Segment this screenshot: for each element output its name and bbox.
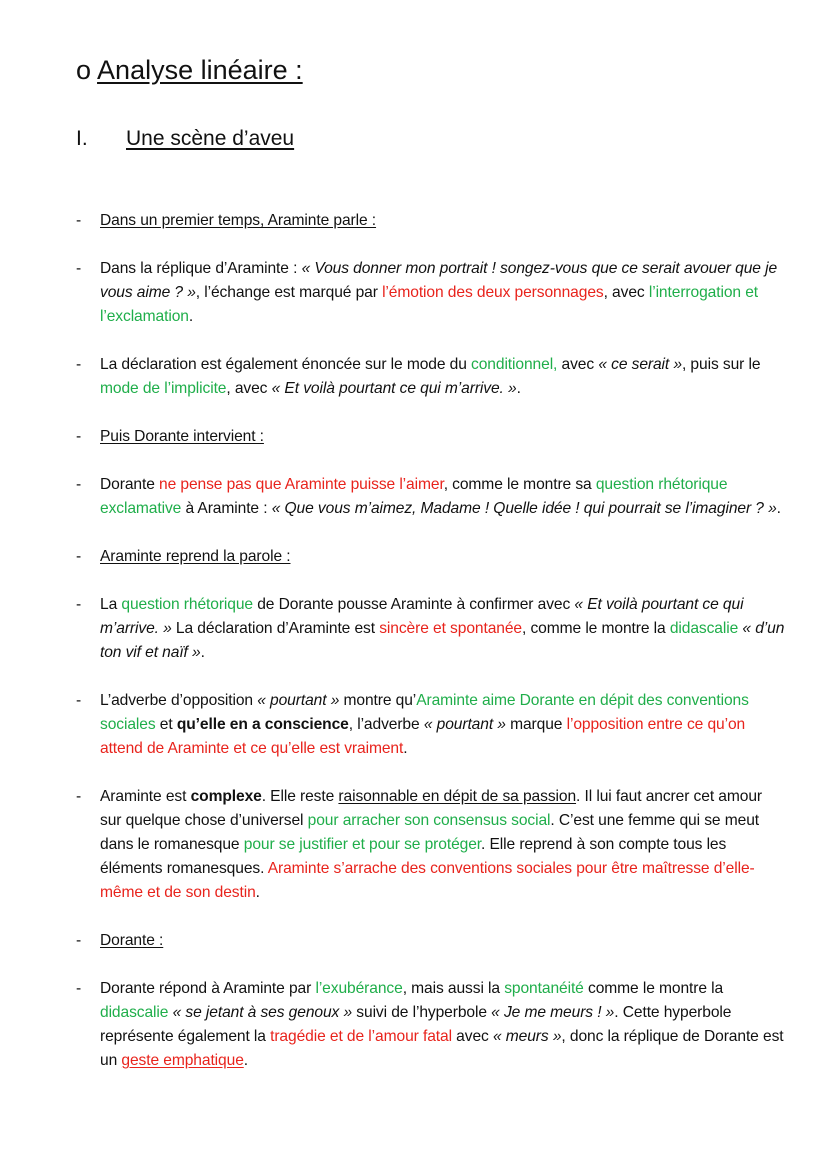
text-run: .: [776, 500, 781, 517]
quote-run: « Vous donner mon portrait ! songez-vous que ce serait avouer que je vous aime ? »: [100, 260, 778, 301]
text-run: .: [243, 1052, 248, 1069]
dash-bullet: -: [76, 476, 82, 493]
quote-run: « ce serait »: [598, 356, 682, 373]
text-run: La: [100, 596, 122, 613]
highlight-red: sincère et spontanée: [379, 620, 522, 637]
bold-run: complexe: [190, 788, 262, 805]
text-run: montre qu’: [339, 692, 417, 709]
list-item-subheading: [76, 929, 786, 953]
dash-bullet: -: [76, 980, 82, 997]
section-numeral: I.: [76, 127, 88, 150]
text-run: .: [516, 380, 521, 397]
text-run: Dorante répond à Araminte par: [100, 980, 316, 997]
text-run: . C’est une femme qui se meut dans le romanesque: [100, 812, 759, 853]
quote-run: « se jetant à ses genoux »: [172, 1004, 353, 1021]
dash-bullet: -: [76, 260, 82, 277]
text-run: suivi de l’hyperbole: [352, 1004, 492, 1021]
text-run: avec: [557, 356, 599, 373]
highlight-green: didascalie: [100, 1004, 169, 1021]
subheading-text: Dorante :: [100, 932, 164, 949]
underlined-run: raisonnable en dépit de sa passion: [338, 788, 577, 805]
highlight-green: pour se justifier et pour se protéger: [243, 836, 482, 853]
highlight-green: Araminte aime Dorante en dépit des conventions sociales: [100, 692, 749, 733]
analysis-heading: [76, 52, 303, 88]
text-run: comme le montre la: [583, 980, 724, 997]
text-run: , comme le montre la: [522, 620, 670, 637]
heading-bullet: o: [76, 55, 92, 85]
text-run: , comme le montre sa: [443, 476, 596, 493]
dash-bullet: -: [76, 356, 82, 373]
quote-run: « Je me meurs ! »: [491, 1004, 615, 1021]
dash-bullet: -: [76, 428, 82, 445]
text-run: marque: [505, 716, 567, 733]
subheading-text: Araminte reprend la parole :: [100, 548, 291, 565]
text-run: La déclaration d’Araminte est: [171, 620, 380, 637]
highlight-red: ne pense pas que Araminte puisse l’aimer: [159, 476, 444, 493]
highlight-green: question rhétorique exclamative: [100, 476, 728, 517]
list-item: [76, 473, 786, 521]
highlight-red: l’opposition entre ce qu’on attend de Araminte et ce qu’elle est vraiment: [100, 716, 746, 757]
text-run: .: [188, 308, 194, 325]
text-run: , puis sur le: [681, 356, 761, 373]
text-run: , avec: [226, 380, 272, 397]
list-item: [76, 785, 786, 905]
highlight-green: l’interrogation et l’exclamation: [100, 284, 758, 325]
analysis-list: [76, 209, 786, 1073]
quote-run: « Et voilà pourtant ce qui m’arrive. »: [100, 596, 744, 637]
list-item-subheading: [76, 425, 786, 449]
text-run: . Elle reprend à son compte tous les éléments romanesques.: [100, 836, 727, 877]
text-run: La déclaration est également énoncée sur le mode du: [100, 356, 472, 373]
text-run: . Elle reste: [261, 788, 339, 805]
highlight-green: question rhétorique: [121, 596, 253, 613]
list-item: [76, 257, 786, 329]
text-run: , l’adverbe: [348, 716, 424, 733]
subheading-text: Puis Dorante intervient :: [100, 428, 264, 445]
text-run: et: [155, 716, 177, 733]
highlight-green: pour arracher son consensus social: [307, 812, 551, 829]
text-run: , mais aussi la: [402, 980, 505, 997]
list-item: [76, 593, 786, 665]
quote-run: « pourtant »: [423, 716, 506, 733]
quote-run: « pourtant »: [257, 692, 340, 709]
highlight-green: conditionnel,: [471, 356, 558, 373]
bold-run: qu’elle en a conscience: [176, 716, 349, 733]
dash-bullet: -: [76, 548, 82, 565]
list-item: [76, 689, 786, 761]
dash-bullet: -: [76, 596, 82, 613]
text-run: .: [200, 644, 205, 661]
highlight-red: l’émotion des deux personnages: [382, 284, 604, 301]
text-run: .: [255, 884, 260, 901]
highlight-green: mode de l’implicite: [100, 380, 227, 397]
text-run: Dans la réplique d’Araminte :: [100, 260, 302, 277]
dash-bullet: -: [76, 212, 82, 229]
heading-title: Analyse linéaire :: [97, 55, 303, 85]
text-run: avec: [451, 1028, 493, 1045]
list-item-subheading: [76, 545, 786, 569]
section-heading: [76, 124, 294, 154]
quote-run: « Et voilà pourtant ce qui m’arrive. »: [271, 380, 517, 397]
text-run: .: [403, 740, 408, 757]
quote-run: « meurs »: [492, 1028, 562, 1045]
text-run: de Dorante pousse Araminte à confirmer avec: [253, 596, 575, 613]
dash-bullet: -: [76, 932, 82, 949]
quote-run: « Que vous m’aimez, Madame ! Quelle idée ! qui pourrait se l’imaginer ? »: [271, 500, 777, 517]
text-run: L’adverbe d’opposition: [100, 692, 258, 709]
text-run: Dorante: [100, 476, 160, 493]
text-run: , donc la réplique de Dorante est un: [100, 1028, 784, 1069]
text-run: . Il lui faut ancrer cet amour sur quelque chose d’universel: [100, 788, 762, 829]
quote-run: « d’un ton vif et naïf »: [100, 620, 785, 661]
dash-bullet: -: [76, 692, 82, 709]
text-run: Araminte est: [100, 788, 191, 805]
text-run: , l’échange est marqué par: [195, 284, 383, 301]
text-run: à Araminte :: [181, 500, 272, 517]
list-item: [76, 353, 786, 401]
section-title: Une scène d’aveu: [126, 127, 295, 150]
text-run: . Cette hyperbole représente également la: [100, 1004, 732, 1045]
highlight-green: l’exubérance: [315, 980, 403, 997]
highlight-red-underlined: geste emphatique: [121, 1052, 244, 1069]
subheading-text: Dans un premier temps, Araminte parle :: [100, 212, 377, 229]
highlight-red: tragédie et de l’amour fatal: [270, 1028, 452, 1045]
highlight-green: spontanéité: [504, 980, 584, 997]
highlight-green: didascalie: [669, 620, 739, 637]
dash-bullet: -: [76, 788, 82, 805]
text-run: , avec: [603, 284, 649, 301]
list-item: [76, 977, 786, 1073]
highlight-red: Araminte s’arrache des conventions sociales pour être maîtresse d’elle-même et de son destin: [100, 860, 755, 901]
list-item-subheading: [76, 209, 786, 233]
